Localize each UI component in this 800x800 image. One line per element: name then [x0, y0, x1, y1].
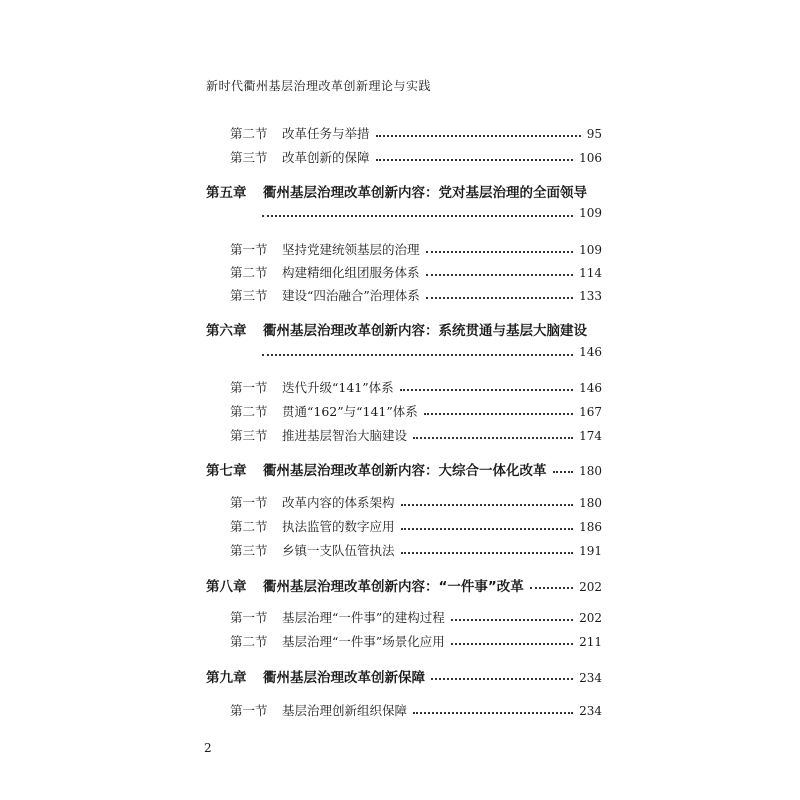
section-title: 基层治理创新组织保障 [282, 703, 408, 718]
toc-entry[interactable] [230, 263, 602, 281]
chapter-title: 衢州基层治理改革创新保障 [263, 670, 425, 686]
leader-dots [413, 436, 573, 439]
leader-dots [451, 642, 573, 645]
chapter-label: 第六章 [206, 323, 247, 339]
section-label: 第一节 [230, 380, 268, 395]
toc-entry[interactable] [230, 632, 602, 650]
page-ref: 234 [579, 671, 602, 685]
section-title: 迭代升级“141”体系 [282, 380, 394, 395]
page-ref: 202 [579, 611, 602, 625]
chapter-title: 衢州基层治理改革创新内容：系统贯通与基层大脑建设 [263, 323, 587, 339]
toc-entry[interactable] [230, 608, 602, 626]
leader-dots [376, 158, 574, 161]
page-ref: 109 [579, 206, 602, 220]
page-ref: 106 [579, 151, 602, 165]
page-ref: 211 [579, 635, 602, 649]
section-label: 第二节 [230, 634, 268, 649]
leader-dots [426, 273, 574, 276]
section-title: 乡镇一支队伍管执法 [282, 543, 395, 558]
toc-entry[interactable] [230, 402, 602, 420]
page-ref: 174 [579, 429, 602, 443]
chapter-label: 第七章 [206, 463, 247, 479]
page-ref: 167 [579, 405, 602, 419]
section-title: 改革任务与举措 [282, 126, 370, 141]
section-label: 第三节 [230, 543, 268, 558]
page-ref: 133 [579, 289, 602, 303]
section-title: 推进基层智治大脑建设 [282, 428, 408, 443]
leader-dots [431, 677, 573, 680]
leader-dots [401, 503, 574, 506]
chapter-page-line [262, 345, 602, 359]
leader-dots [262, 214, 573, 217]
section-label: 第一节 [230, 610, 268, 625]
chapter-title: 衢州基层治理改革创新内容：大综合一体化改革 [263, 463, 547, 479]
section-title: 执法监管的数字应用 [282, 519, 395, 534]
chapter-label: 第五章 [206, 185, 247, 201]
page-ref: 180 [579, 464, 602, 478]
page-ref: 202 [579, 580, 602, 594]
leader-dots [400, 388, 573, 391]
toc-chapter[interactable] [206, 459, 602, 479]
section-title: 基层治理“一件事”场景化应用 [282, 634, 445, 649]
section-label: 第一节 [230, 495, 268, 510]
chapter-page-line [262, 206, 602, 220]
section-title: 构建精细化组团服务体系 [282, 265, 420, 280]
section-label: 第二节 [230, 126, 268, 141]
leader-dots [451, 618, 573, 621]
running-header: 新时代衢州基层治理改革创新理论与实践 [206, 79, 432, 93]
page-ref: 234 [579, 704, 602, 718]
leader-dots [262, 353, 573, 356]
section-title: 改革内容的体系架构 [282, 495, 395, 510]
toc-chapter[interactable] [206, 181, 602, 201]
page-ref: 95 [586, 127, 602, 141]
section-title: 基层治理“一件事”的建构过程 [282, 610, 445, 625]
chapter-title: 衢州基层治理改革创新内容：“一件事”改革 [263, 579, 524, 595]
section-label: 第二节 [230, 519, 268, 534]
section-label: 第一节 [230, 703, 268, 718]
page-ref: 109 [579, 243, 602, 257]
section-label: 第二节 [230, 265, 268, 280]
leader-dots [424, 412, 573, 415]
leader-dots [413, 711, 573, 714]
section-label: 第二节 [230, 404, 268, 419]
toc-chapter[interactable] [206, 319, 602, 339]
section-title: 改革创新的保障 [282, 150, 370, 165]
leader-dots [401, 527, 574, 530]
section-title: 建设“四治融合”治理体系 [282, 288, 420, 303]
section-label: 第三节 [230, 428, 268, 443]
toc-entry[interactable] [230, 124, 602, 142]
page-ref: 146 [579, 381, 602, 395]
page-ref: 191 [579, 544, 602, 558]
leader-dots [426, 296, 573, 299]
toc-entry[interactable] [230, 517, 602, 535]
toc-entry[interactable] [230, 493, 602, 511]
toc-entry[interactable] [230, 426, 602, 444]
page-ref: 180 [579, 496, 602, 510]
section-title: 坚持党建统领基层的治理 [282, 242, 420, 257]
toc-entry[interactable] [230, 701, 602, 719]
leader-dots [376, 134, 581, 137]
toc-entry[interactable] [230, 286, 602, 304]
leader-dots [426, 250, 574, 253]
toc-chapter[interactable] [206, 575, 602, 595]
leader-dots [530, 586, 573, 589]
page-number: 2 [204, 741, 212, 755]
leader-dots [553, 470, 574, 473]
toc-chapter[interactable] [206, 666, 602, 686]
section-label: 第三节 [230, 288, 268, 303]
page-ref: 186 [579, 520, 602, 534]
page-ref: 146 [579, 345, 602, 359]
section-label: 第三节 [230, 150, 268, 165]
chapter-title: 衢州基层治理改革创新内容：党对基层治理的全面领导 [263, 185, 587, 201]
chapter-label: 第九章 [206, 670, 247, 686]
toc-entry[interactable] [230, 240, 602, 258]
section-title: 贯通“162”与“141”体系 [282, 404, 418, 419]
chapter-label: 第八章 [206, 579, 247, 595]
page-ref: 114 [579, 266, 602, 280]
toc-entry[interactable] [230, 541, 602, 559]
leader-dots [401, 551, 574, 554]
toc-entry[interactable] [230, 378, 602, 396]
toc-entry[interactable] [230, 148, 602, 166]
section-label: 第一节 [230, 242, 268, 257]
